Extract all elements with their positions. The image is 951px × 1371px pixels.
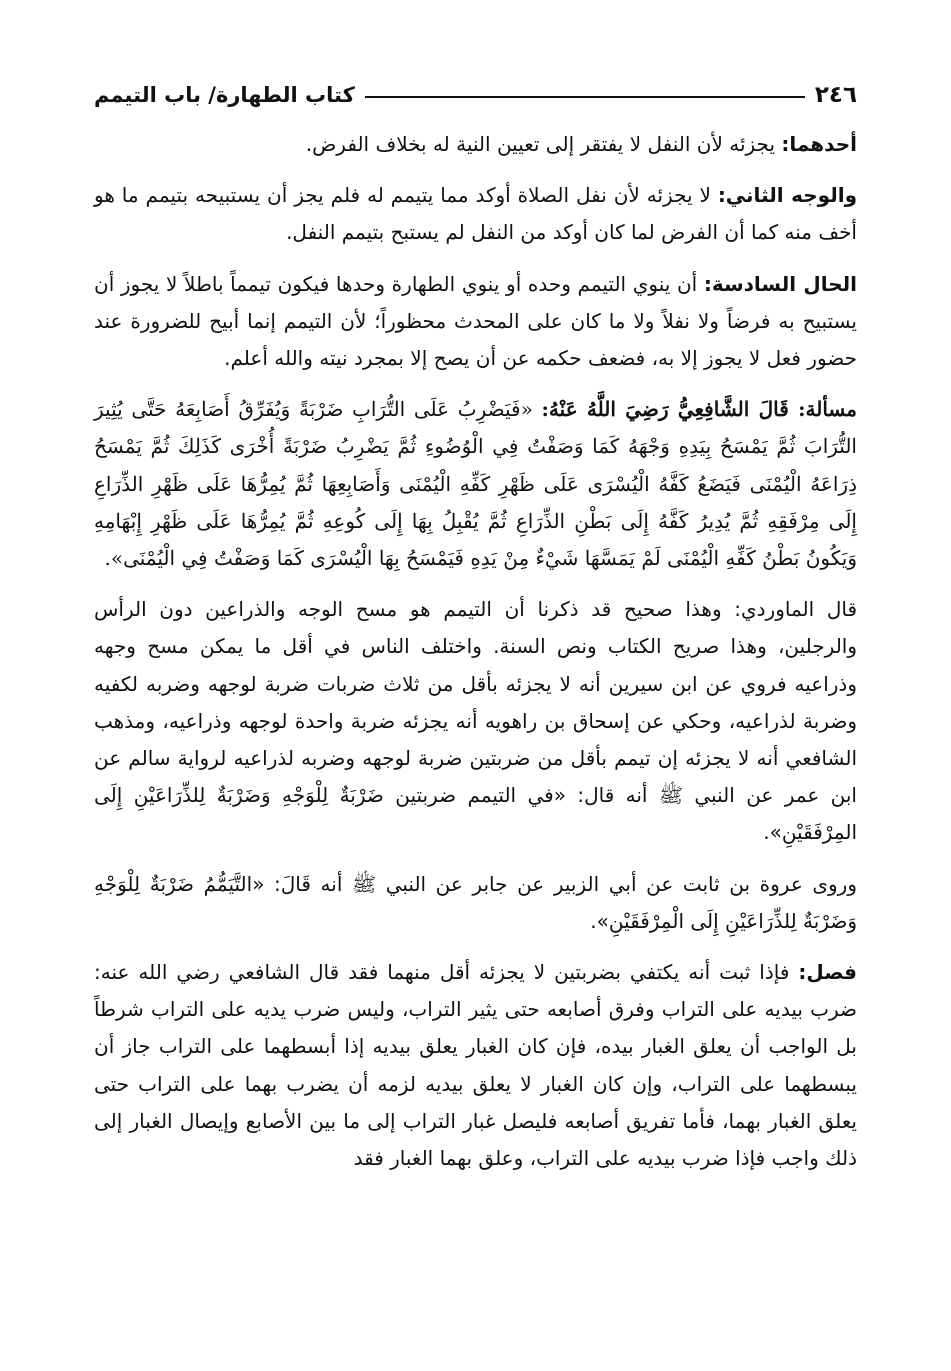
paragraph-second-view <box>94 177 857 251</box>
paragraph-label: الحال السادسة: <box>703 271 857 296</box>
paragraph-masala <box>94 391 857 577</box>
paragraph-mawardi <box>94 591 857 851</box>
page-number: ٢٤٦ <box>814 82 857 108</box>
header-rule <box>365 96 805 98</box>
paragraph-sixth-case <box>94 266 857 378</box>
page-body <box>94 126 857 1189</box>
paragraph-label: مسألة: قَالَ الشَّافِعِيُّ رَضِيَ اللَّهُ عَنْهُ: <box>541 397 857 422</box>
paragraph-label: فصل: <box>798 960 857 985</box>
paragraph-label: والوجه الثاني: <box>717 183 857 208</box>
paragraph-text: وروى عروة بن ثابت عن أبي الزبير عن جابر عن النبي ﷺ أنه قَالَ: «التَّيَمُّمُ ضَرْبَةٌ لِلْوَجْهِ وَضَرْبَةٌ لِلذِّرَاعَيْنِ إِلَى الْمِرْفَقَيْنِ». <box>94 871 857 933</box>
paragraph-first-view <box>94 126 857 163</box>
paragraph-urwa-narration <box>94 866 857 940</box>
paragraph-text: يجزئه لأن النفل لا يفتقر إلى تعيين النية له بخلاف الفرض. <box>305 132 782 156</box>
paragraph-text: قال الماوردي: وهذا صحيح قد ذكرنا أن التيمم هو مسح الوجه والذراعين دون الرأس والرجلين، وهذا صريح الكتاب ونص السنة. واختلف الناس في أقل ما يمكن مسح وجهه وذراعيه فروي عن ابن سيرين أنه لا يجزئه بأقل من ثلاث ضربات ضربة لوجهه وضربه لكفيه وضربة لذراعيه، وحكي عن إسحاق بن راهويه أنه يجزئه ضربة واحدة لوجهه وذراعيه، ومذهب الشافعي أنه لا يجزئه إن تيمم بأقل من ضربتين ضربة لوجهه وضربه لذراعيه لرواية سالم عن ابن عمر عن النبي ﷺ أنه قال: «في التيمم ضربتين ضَرْبَةٌ لِلْوَجْهِ وَضَرْبَةٌ لِلذِّرَاعَيْنِ إِلَى المِرْفَقَيْنِ». <box>94 597 857 845</box>
paragraph-text: فإذا ثبت أنه يكتفي بضربتين لا يجزئه أقل منهما فقد قال الشافعي رضي الله عنه: ضرب بيديه على التراب وفرق أصابعه حتى يثير التراب، وليس ضرب يديه على التراب شرطاً بل الواجب أن يعلق الغبار بيده، فإن كان الغبار يعلق بيديه إذا أبسطهما على التراب جاز أن يبسطهما على التراب، وإن كان الغبار لا يعلق بيديه لزمه أن يضرب بهما على التراب حتى يعلق الغبار بهما، فأما تفريق أصابعه فليصل غبار التراب إلى ما بين الأصابع وإيصال الغبار إلى ذلك واجب فإذا ضرب بيديه على التراب، وعلق بهما الغبار فقد <box>94 960 857 1171</box>
paragraph-text: لا يجزئه لأن نفل الصلاة أوكد مما يتيمم له فلم يجز أن يستبيحه بتيمم ما هو أخف منه كما أن الفرض لما كان أوكد من النفل لم يستبح بتيمم النفل. <box>94 183 857 245</box>
paragraph-label: أحدهما: <box>781 132 857 156</box>
running-title: كتاب الطهارة/ باب التيمم <box>94 83 355 107</box>
page-header <box>94 78 857 112</box>
paragraph-text: أن ينوي التيمم وحده أو ينوي الطهارة وحدها فيكون تيمماً باطلاً لا يجوز أن يستبيح به فرضاً ولا نفلاً ولا ما كان على المحدث محظوراً؛ لأن التيمم إنما أبيح للضرورة عند حضور فعل لا يجوز إلا به، فضعف حكمه عن أن يصح إلا بمجرد نيته والله أعلم. <box>94 271 857 371</box>
paragraph-fasl <box>94 954 857 1177</box>
paragraph-text: «فَيَضْرِبُ عَلَى التُّرَابِ ضَرْبَةً وَيُفَرِّقُ أَصَابِعَهُ حَتَّى يُثِيرَ التُّرَابَ ثُمَّ يَمْسَحُ بِيَدِهِ وَجْهَهُ كَمَا وَصَفْتُ فِي الْوُضُوءِ ثُمَّ يَضْرِبُ ضَرْبَةً أُخْرَى كَذَلِكَ ثُمَّ يَمْسَحُ ذِرَاعَهُ الْيُمْنَى فَيَضَعُ كَفَّهُ الْيُسْرَى عَلَى ظَهْرِ كَفِّهِ الْيُمْنَى وَأَصَابِعِهَا ثُمَّ يُمِرُّهَا عَلَى ظَهْرِ الذِّرَاعِ إِلَى مِرْفَقِهِ ثُمَّ يُدِيرُ كَفَّهُ إِلَى بَطْنِ الذِّرَاعِ ثُمَّ يُقْبِلُ بِهَا إِلَى كُوعِهِ ثُمَّ يُمِرُّهَا عَلَى ظَهْرِ إِبْهَامِهِ وَيَكُونُ بَطْنُ كَفِّهِ الْيُمْنَى لَمْ يَمَسَّهَا شَيْءٌ مِنْ يَدِهِ فَيَمْسَحُ بِهَا الْيُسْرَى كَمَا وَصَفْتُ فِي الْيُمْنَى». <box>94 397 857 571</box>
